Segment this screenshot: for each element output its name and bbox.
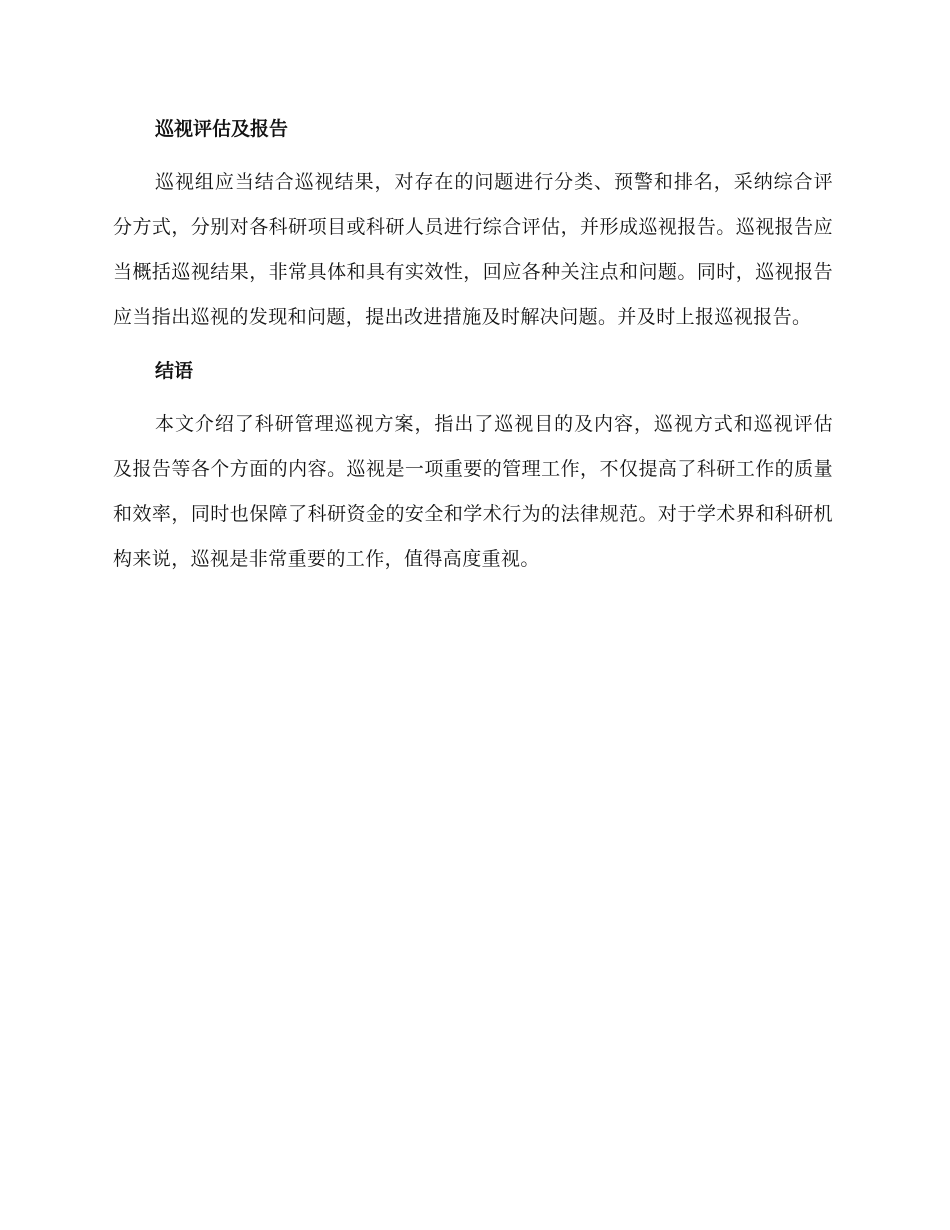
section-paragraph-evaluation: 巡视组应当结合巡视结果，对存在的问题进行分类、预警和排名，采纳综合评分方式，分别对各科研项目或科研人员进行综合评估，并形成巡视报告。巡视报告应当概括巡视结果，非常具体和具有实效性，回应各种关注点和问题。同时，巡视报告应当指出巡视的发现和问题，提出改进措施及时解决问题。并及时上报巡视报告。 xyxy=(113,171,833,328)
section-heading-conclusion: 结语 xyxy=(155,360,194,382)
document-page xyxy=(113,110,833,582)
spacer xyxy=(113,148,833,160)
section-heading-evaluation: 巡视评估及报告 xyxy=(155,118,289,140)
spacer xyxy=(113,390,833,402)
spacer xyxy=(113,340,833,352)
section-paragraph-conclusion: 本文介绍了科研管理巡视方案，指出了巡视目的及内容，巡视方式和巡视评估及报告等各个方面的内容。巡视是一项重要的管理工作，不仅提高了科研工作的质量和效率，同时也保障了科研资金的安全和学术行为的法律规范。对于学术界和科研机构来说，巡视是非常重要的工作，值得高度重视。 xyxy=(113,413,833,570)
